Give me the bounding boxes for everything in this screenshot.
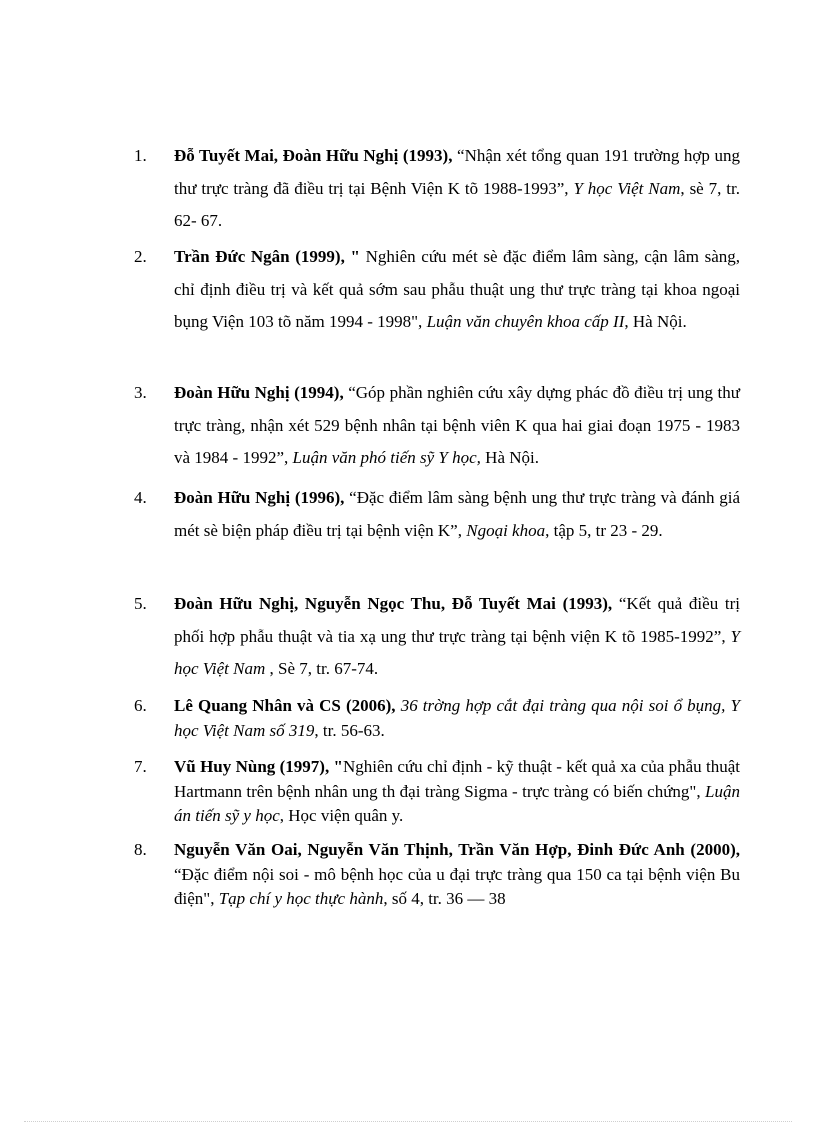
reference-text [174, 694, 740, 743]
reference-title: “Đặc điểm nội soi - mô bệnh học của u đại trực tràng qua 150 ca tại bệnh viện Bu điện", [174, 864, 740, 908]
reference-source: Ngoại khoa [466, 520, 546, 540]
reference-text [174, 588, 740, 686]
reference-source: Tạp chí y học thực hành [218, 889, 384, 908]
reference-details: , số 4, tr. 36 — 38 [383, 889, 506, 908]
reference-number: 8. [134, 840, 147, 859]
reference-text [174, 838, 740, 912]
reference-source: Y học Việt Nam [174, 626, 740, 678]
reference-text [174, 377, 740, 475]
reference-number: 3. [134, 383, 147, 402]
reference-number: 1. [134, 146, 147, 165]
reference-item [134, 140, 740, 238]
reference-title: “Góp phần nghiên cứu xây dựng phác đồ điều trị ung thư trực tràng, nhận xét 529 bệnh nhân tại bệnh viên K qua hai giai đoạn 1975 - 1983 và 1984 - 1992”, [174, 383, 740, 467]
reference-details: , tr. 56-63. [314, 720, 385, 740]
reference-item [134, 241, 740, 339]
reference-item [134, 755, 740, 829]
reference-text [174, 755, 740, 829]
reference-number: 4. [134, 488, 147, 507]
reference-details: , Sè 7, tr. 67-74. [265, 659, 379, 678]
reference-item [134, 838, 740, 912]
reference-details: , sè 7, tr. 62- 67. [174, 178, 741, 230]
reference-number: 2. [134, 247, 147, 266]
reference-details: , Học viện quân y. [279, 806, 404, 825]
reference-source: Luận văn phó tiến sỹ Y học, [292, 448, 481, 467]
page-bottom-divider [24, 1121, 792, 1122]
reference-item [134, 482, 740, 547]
reference-authors: Vũ Huy Nùng (1997), " [174, 757, 343, 776]
reference-text [174, 482, 740, 547]
reference-text [174, 140, 740, 238]
reference-number: 5. [134, 594, 147, 613]
reference-number: 6. [134, 696, 147, 715]
reference-item [134, 694, 740, 743]
reference-details: , Hà Nội. [624, 312, 687, 331]
reference-source: Luận án tiến sỹ y học [174, 781, 740, 825]
reference-title: Nghiên cứu chỉ định - kỹ thuật - kết quả xa của phẫu thuật Hartmann trên bệnh nhân ung th đại tràng Sigma - trực tràng có biến chứng", [174, 757, 740, 801]
reference-text [174, 241, 740, 339]
reference-item [134, 588, 740, 686]
reference-details: , tập 5, tr 23 - 29. [545, 520, 663, 540]
reference-title: Nghiên cứu mét sè đặc điểm lâm sàng, cận lâm sàng, chỉ định điều trị và kết quả sớm sau phẫu thuật ung thư trực tràng tại khoa ngoại bụng Viện 103 tõ năm 1994 - 1998", [174, 247, 741, 331]
reference-title: “Nhận xét tổng quan 191 trường hợp ung thư trực tràng đã điều trị tại Bệnh Viện K tõ 1988-1993”, [174, 146, 740, 198]
reference-number: 7. [134, 757, 147, 776]
reference-authors: Lê Quang Nhân và CS (2006), [174, 696, 396, 715]
reference-authors: Nguyễn Văn Oai, Nguyễn Văn Thịnh, Trần Văn Hợp, Đinh Đức Anh (2000), [174, 840, 740, 859]
reference-authors: Trần Đức Ngân (1999), " [174, 247, 360, 266]
reference-authors: Đoàn Hữu Nghị (1994), [174, 383, 344, 402]
reference-authors: Đoàn Hữu Nghị (1996), [174, 488, 345, 507]
reference-title: “Đặc điểm lâm sàng bệnh ung thư trực tràng và đánh giá mét sè biện pháp điều trị tại bệnh viện K”, [174, 488, 740, 540]
reference-authors: Đoàn Hữu Nghị, Nguyễn Ngọc Thu, Đỗ Tuyết Mai (1993), [174, 594, 613, 613]
reference-authors: Đỗ Tuyết Mai, Đoàn Hữu Nghị (1993), [174, 146, 453, 165]
reference-source: Luận văn chuyên khoa cấp II [426, 312, 625, 331]
reference-item [134, 377, 740, 475]
reference-source: Y học Việt Nam [573, 178, 681, 198]
reference-details: Hà Nội. [480, 448, 539, 467]
reference-title: “Kết quả điều trị phối hợp phẫu thuật và tia xạ ung thư trực tràng tại bệnh viện K tõ 1985-1992”, [174, 594, 741, 646]
reference-source: 36 trờng hợp cắt đại tràng qua nội soi ổ bụng, Y học Việt Nam số 319 [174, 696, 740, 740]
